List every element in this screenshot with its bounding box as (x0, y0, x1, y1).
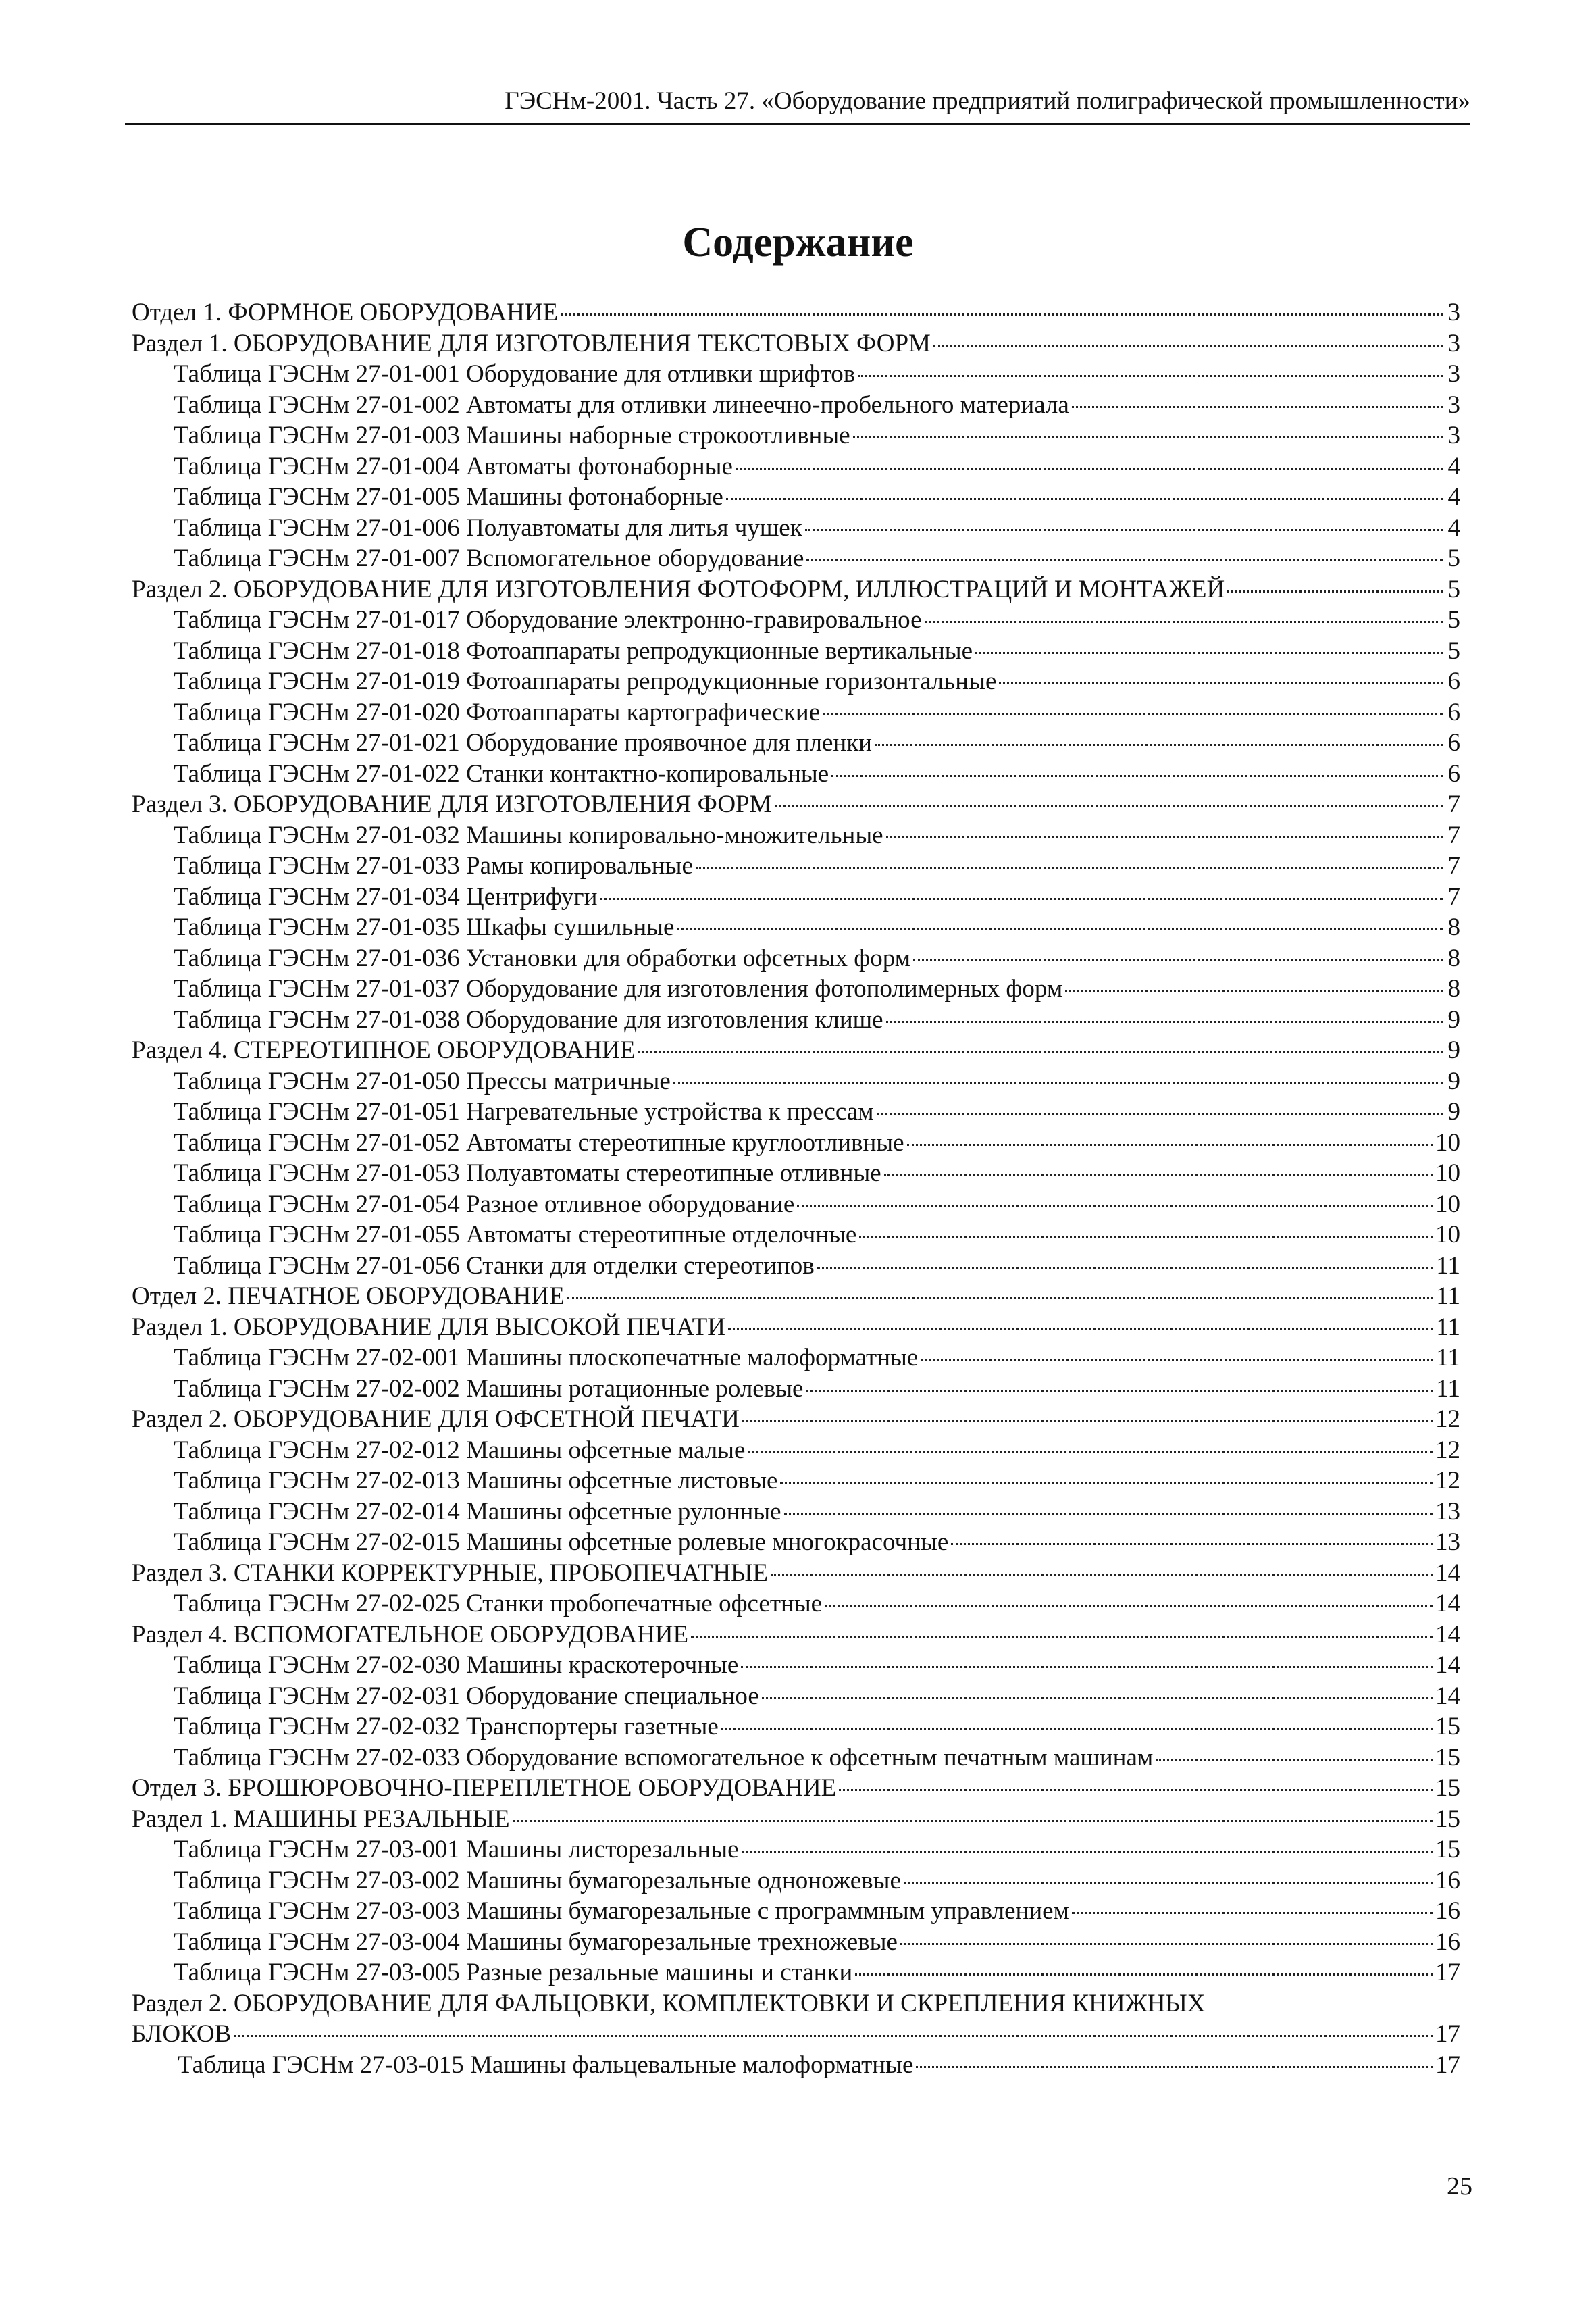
dot-leader (736, 468, 1443, 470)
toc-entry-text: Раздел 2. ОБОРУДОВАНИЕ ДЛЯ ОФСЕТНОЙ ПЕЧАТИ (132, 1405, 740, 1433)
dot-leader (859, 1236, 1433, 1238)
dot-leader (1156, 1759, 1433, 1761)
toc-entry-text: Раздел 2. ОБОРУДОВАНИЕ ДЛЯ ИЗГОТОВЛЕНИЯ ФОТОФОРМ, ИЛЛЮСТРАЦИЙ И МОНТАЖЕЙ (132, 575, 1225, 603)
dot-leader (853, 436, 1443, 438)
toc-entry-text: Таблица ГЭСНм 27-01-038 Оборудование для изготовления клише (174, 1005, 883, 1034)
toc-entry-text: Таблица ГЭСНм 27-01-006 Полуавтоматы для литья чушек (174, 513, 802, 542)
toc-entry (132, 820, 1460, 851)
dot-leader (780, 1482, 1433, 1484)
toc-entry (132, 1650, 1460, 1681)
toc-entry (132, 789, 1460, 820)
toc-entry (132, 1219, 1460, 1251)
toc-entry (132, 697, 1460, 728)
table-of-contents (132, 297, 1460, 2080)
dot-leader (858, 375, 1443, 377)
toc-entry-text: Раздел 1. ОБОРУДОВАНИЕ ДЛЯ ИЗГОТОВЛЕНИЯ ТЕКСТОВЫХ ФОРМ (132, 329, 931, 357)
toc-entry (132, 1619, 1460, 1651)
dot-leader (1227, 590, 1443, 593)
toc-entry-page: 8 (1447, 944, 1460, 972)
dot-leader (638, 1051, 1443, 1053)
toc-entry-text: Таблица ГЭСНм 27-02-001 Машины плоскопечатные малоформатные (174, 1344, 919, 1372)
toc-entry (132, 420, 1460, 451)
toc-entry-text: Таблица ГЭСНм 27-02-030 Машины краскотерочные (174, 1651, 739, 1679)
toc-entry (132, 1957, 1460, 1988)
toc-entry-page: 3 (1447, 360, 1460, 388)
toc-entry (132, 2050, 1460, 2081)
toc-entry (132, 1189, 1460, 1220)
toc-entry-text: Таблица ГЭСНм 27-03-001 Машины листорезальные (174, 1836, 739, 1863)
dot-leader (921, 1359, 1433, 1361)
toc-entry (132, 1865, 1460, 1896)
toc-entry-page: 11 (1436, 1251, 1460, 1280)
toc-entry-text: Таблица ГЭСНм 27-01-004 Автоматы фотонаборные (174, 452, 733, 480)
toc-entry-text: Таблица ГЭСНм 27-01-037 Оборудование для изготовления фотополимерных форм (174, 975, 1063, 1003)
toc-entry (132, 574, 1460, 605)
toc-entry-page: 7 (1447, 852, 1460, 880)
toc-entry (132, 1927, 1460, 1958)
toc-title: Содержание (682, 220, 914, 266)
toc-entry-page: 15 (1435, 1805, 1460, 1833)
toc-entry (132, 1435, 1460, 1466)
toc-entry-page: 17 (1435, 2020, 1460, 2048)
toc-entry (132, 636, 1460, 667)
toc-entry (132, 1404, 1460, 1435)
dot-leader (748, 1451, 1433, 1453)
toc-entry-text: Таблица ГЭСНм 27-01-055 Автоматы стереотипные отделочные (174, 1221, 857, 1249)
toc-entry (132, 1097, 1460, 1128)
toc-entry (132, 297, 1460, 328)
toc-entry (132, 1896, 1460, 1927)
toc-entry-text: Таблица ГЭСНм 27-01-018 Фотоаппараты репродукционные вертикальные (174, 636, 973, 665)
toc-entry-page: 10 (1435, 1221, 1460, 1249)
toc-entry-text: Таблица ГЭСНм 27-01-001 Оборудование для отливки шрифтов (174, 360, 856, 388)
toc-entry (132, 728, 1460, 759)
toc-entry-text: Таблица ГЭСНм 27-01-022 Станки контактно-копировальные (174, 759, 829, 788)
toc-entry-text: Таблица ГЭСНм 27-02-031 Оборудование специальное (174, 1682, 759, 1710)
toc-entry (132, 1496, 1460, 1528)
toc-entry-text: Таблица ГЭСНм 27-01-021 Оборудование проявочное для пленки (174, 729, 872, 757)
toc-entry-text: Отдел 2. ПЕЧАТНОЕ ОБОРУДОВАНИЕ (132, 1282, 565, 1310)
toc-entry-page: 11 (1436, 1344, 1460, 1372)
toc-entry-page: 3 (1447, 329, 1460, 357)
dot-leader (904, 1882, 1433, 1884)
dot-leader (825, 1605, 1433, 1607)
toc-entry-page: 8 (1447, 975, 1460, 1003)
toc-entry (132, 1128, 1460, 1159)
toc-entry (132, 1312, 1460, 1343)
toc-entry-text: Таблица ГЭСНм 27-01-002 Автоматы для отливки линеечно-пробельного материала (174, 391, 1069, 419)
toc-entry-text: Таблица ГЭСНм 27-01-007 Вспомогательное оборудование (174, 545, 804, 572)
toc-entry-text: Таблица ГЭСНм 27-01-036 Установки для обработки офсетных форм (174, 944, 911, 972)
toc-entry-text: Таблица ГЭСНм 27-01-051 Нагревательные устройства к прессам (174, 1098, 874, 1126)
toc-entry (132, 1035, 1460, 1066)
toc-entry (132, 759, 1460, 790)
toc-entry-page: 15 (1435, 1774, 1460, 1802)
toc-entry-page: 11 (1436, 1374, 1460, 1403)
toc-entry (132, 1834, 1460, 1865)
toc-entry-page: 6 (1447, 668, 1460, 695)
toc-entry-text: Таблица ГЭСНм 27-01-005 Машины фотонаборные (174, 483, 723, 511)
dot-leader (600, 898, 1443, 900)
toc-entry (132, 943, 1460, 974)
toc-entry (132, 482, 1460, 513)
toc-entry (132, 390, 1460, 421)
dot-leader (1065, 990, 1443, 992)
dot-leader (900, 1943, 1433, 1945)
dot-leader (913, 959, 1443, 961)
toc-entry-page: 16 (1435, 1928, 1460, 1956)
dot-leader (877, 1113, 1443, 1115)
toc-entry-text: Таблица ГЭСНм 27-02-013 Машины офсетные листовые (174, 1467, 778, 1494)
toc-entry (132, 1281, 1460, 1312)
toc-entry-text: Таблица ГЭСНм 27-02-032 Транспортеры газетные (174, 1713, 719, 1740)
toc-entry-text: Таблица ГЭСНм 27-02-025 Станки пробопечатные офсетные (174, 1590, 823, 1617)
toc-entry-page: 17 (1435, 1959, 1460, 1986)
dot-leader (741, 1666, 1433, 1668)
toc-entry-text: Таблица ГЭСНм 27-01-053 Полуавтоматы стереотипные отливные (174, 1159, 881, 1187)
dot-leader (775, 805, 1443, 807)
toc-entry (132, 1804, 1460, 1835)
toc-entry-page: 10 (1435, 1190, 1460, 1218)
toc-entry (132, 1066, 1460, 1097)
toc-entry-text: Таблица ГЭСНм 27-01-017 Оборудование электронно-гравировальное (174, 606, 922, 634)
page-number: 25 (1447, 2172, 1472, 2200)
toc-entry-page: 13 (1435, 1497, 1460, 1526)
toc-entry (132, 1342, 1460, 1374)
toc-entry (132, 2019, 1460, 2050)
toc-entry (132, 1558, 1460, 1589)
toc-entry-page: 10 (1435, 1128, 1460, 1157)
toc-entry-page: 5 (1447, 606, 1460, 634)
toc-entry (132, 328, 1460, 359)
toc-entry-page: 9 (1447, 1067, 1460, 1095)
toc-entry-text: Раздел 3. ОБОРУДОВАНИЕ ДЛЯ ИЗГОТОВЛЕНИЯ ФОРМ (132, 790, 772, 818)
header-rule (125, 123, 1470, 125)
toc-entry (132, 666, 1460, 697)
toc-entry-page: 9 (1447, 1036, 1460, 1064)
dot-leader (886, 1021, 1443, 1023)
toc-entry-text: БЛОКОВ (132, 2020, 232, 2048)
toc-entry-page: 8 (1447, 913, 1460, 941)
toc-entry-page: 9 (1447, 1098, 1460, 1126)
toc-entry (132, 1005, 1460, 1036)
toc-entry-text: Таблица ГЭСНм 27-02-015 Машины офсетные ролевые многокрасочные (174, 1528, 949, 1556)
toc-entry (132, 1251, 1460, 1282)
dot-leader (916, 2066, 1433, 2068)
toc-entry-text: Таблица ГЭСНм 27-01-052 Автоматы стереотипные круглоотливные (174, 1128, 904, 1157)
dot-leader (677, 928, 1443, 930)
toc-entry-text: Раздел 4. СТЕРЕОТИПНОЕ ОБОРУДОВАНИЕ (132, 1036, 636, 1064)
toc-entry-text: Таблица ГЭСНм 27-01-003 Машины наборные строкоотливные (174, 422, 850, 449)
toc-entry-text: Таблица ГЭСНм 27-03-002 Машины бумагорезальные одноножевые (174, 1866, 901, 1894)
toc-entry-text: Таблица ГЭСНм 27-03-005 Разные резальные машины и станки (174, 1959, 853, 1986)
toc-entry-page: 14 (1435, 1559, 1460, 1587)
dot-leader (925, 621, 1443, 623)
toc-entry-page: 7 (1447, 882, 1460, 911)
toc-entry-text: Таблица ГЭСНм 27-01-056 Станки для отделки стереотипов (174, 1251, 815, 1280)
toc-entry-text: Таблица ГЭСНм 27-01-033 Рамы копировальные (174, 852, 693, 880)
toc-entry-text: Раздел 1. МАШИНЫ РЕЗАЛЬНЫЕ (132, 1805, 510, 1833)
toc-entry-page: 5 (1447, 545, 1460, 572)
toc-entry (132, 543, 1460, 574)
toc-entry-page: 6 (1447, 759, 1460, 788)
dot-leader (999, 682, 1443, 684)
dot-leader (884, 1174, 1433, 1176)
toc-entry (132, 1158, 1460, 1189)
toc-entry (132, 513, 1460, 544)
toc-entry-page: 16 (1435, 1897, 1460, 1925)
dot-leader (567, 1297, 1434, 1299)
toc-entry-text: Таблица ГЭСНм 27-01-050 Прессы матричные (174, 1067, 671, 1095)
dot-leader (975, 652, 1443, 654)
dot-leader (673, 1082, 1443, 1084)
toc-entry (132, 1588, 1460, 1619)
toc-entry-page: 13 (1435, 1528, 1460, 1556)
toc-entry-text: Таблица ГЭСНм 27-01-020 Фотоаппараты картографические (174, 698, 821, 726)
dot-leader (762, 1697, 1433, 1699)
toc-entry-page: 4 (1447, 513, 1460, 542)
dot-leader (728, 1328, 1433, 1330)
toc-entry-text: Таблица ГЭСНм 27-01-019 Фотоаппараты репродукционные горизонтальные (174, 668, 997, 695)
toc-entry-text: Раздел 4. ВСПОМОГАТЕЛЬНОЕ ОБОРУДОВАНИЕ (132, 1620, 689, 1649)
toc-entry-page: 16 (1435, 1866, 1460, 1894)
dot-leader (561, 313, 1443, 316)
dot-leader (806, 1390, 1433, 1392)
toc-entry-text: Раздел 2. ОБОРУДОВАНИЕ ДЛЯ ФАЛЬЦОВКИ, КОМПЛЕКТОВКИ И СКРЕПЛЕНИЯ КНИЖНЫХ (132, 1989, 1206, 2017)
toc-entry (132, 1773, 1460, 1804)
dot-leader (797, 1205, 1433, 1207)
dot-leader (696, 867, 1443, 869)
toc-entry (132, 605, 1460, 636)
toc-entry (132, 1681, 1460, 1712)
toc-entry-page: 15 (1435, 1743, 1460, 1771)
toc-entry-text: Таблица ГЭСНм 27-02-033 Оборудование вспомогательное к офсетным печатным машинам (174, 1743, 1154, 1771)
toc-entry-text: Таблица ГЭСНм 27-01-032 Машины копировально-множительные (174, 821, 883, 849)
toc-entry-page: 11 (1436, 1313, 1460, 1341)
dot-leader (721, 1728, 1433, 1730)
toc-entry (132, 974, 1460, 1005)
toc-entry-page: 3 (1447, 391, 1460, 419)
toc-entry-text: Отдел 3. БРОШЮРОВОЧНО-ПЕРЕПЛЕТНОЕ ОБОРУДОВАНИЕ (132, 1774, 837, 1802)
dot-leader (234, 2035, 1433, 2037)
toc-entry-page: 9 (1447, 1005, 1460, 1034)
toc-entry (132, 1374, 1460, 1405)
dot-leader (1072, 1912, 1433, 1914)
dot-leader (771, 1574, 1433, 1576)
toc-entry-page: 6 (1447, 729, 1460, 757)
toc-entry-page: 12 (1435, 1436, 1460, 1464)
toc-entry-page: 7 (1447, 790, 1460, 818)
toc-entry-page: 10 (1435, 1159, 1460, 1187)
dot-leader (691, 1636, 1433, 1638)
toc-entry (132, 1711, 1460, 1742)
dot-leader (513, 1820, 1433, 1822)
dot-leader (1072, 406, 1443, 408)
dot-leader (742, 1851, 1433, 1853)
dot-leader (805, 529, 1443, 531)
toc-entry-page: 6 (1447, 698, 1460, 726)
toc-entry-text: Таблица ГЭСНм 27-02-012 Машины офсетные малые (174, 1436, 746, 1464)
toc-entry-page: 15 (1435, 1836, 1460, 1863)
dot-leader (784, 1513, 1433, 1515)
toc-entry (132, 1742, 1460, 1774)
dot-leader (886, 836, 1443, 838)
dot-leader (907, 1144, 1433, 1146)
toc-entry-text: Таблица ГЭСНм 27-03-015 Машины фальцевальные малоформатные (178, 2051, 914, 2079)
dot-leader (951, 1543, 1433, 1545)
toc-entry-page: 15 (1435, 1713, 1460, 1740)
toc-entry-page: 7 (1447, 821, 1460, 849)
toc-entry-page: 4 (1447, 483, 1460, 511)
toc-entry-page: 14 (1435, 1682, 1460, 1710)
toc-entry-page: 5 (1447, 636, 1460, 665)
toc-entry (132, 1988, 1460, 2019)
toc-entry-page: 5 (1447, 575, 1460, 603)
toc-entry-text: Таблица ГЭСНм 27-01-034 Центрифуги (174, 882, 598, 911)
toc-entry-text: Таблица ГЭСНм 27-01-035 Шкафы сушильные (174, 913, 675, 941)
dot-leader (875, 744, 1443, 746)
toc-entry-text: Отдел 1. ФОРМНОЕ ОБОРУДОВАНИЕ (132, 299, 559, 326)
toc-entry-page: 14 (1435, 1651, 1460, 1679)
dot-leader (726, 498, 1443, 500)
toc-entry-page: 14 (1435, 1590, 1460, 1617)
toc-entry-page: 14 (1435, 1620, 1460, 1649)
toc-entry-page: 4 (1447, 452, 1460, 480)
toc-entry-text: Таблица ГЭСНм 27-02-002 Машины ротационные ролевые (174, 1374, 804, 1403)
dot-leader (933, 345, 1443, 347)
toc-entry-text: Раздел 3. СТАНКИ КОРРЕКТУРНЫЕ, ПРОБОПЕЧАТНЫЕ (132, 1559, 769, 1587)
toc-entry (132, 912, 1460, 943)
toc-entry-text: Таблица ГЭСНм 27-01-054 Разное отливное оборудование (174, 1190, 795, 1218)
toc-entry-page: 3 (1447, 422, 1460, 449)
toc-entry-page: 12 (1435, 1467, 1460, 1494)
toc-entry-page: 12 (1435, 1405, 1460, 1433)
toc-entry-text: Раздел 1. ОБОРУДОВАНИЕ ДЛЯ ВЫСОКОЙ ПЕЧАТИ (132, 1313, 725, 1341)
toc-entry (132, 359, 1460, 390)
toc-entry (132, 1527, 1460, 1558)
toc-entry (132, 882, 1460, 913)
dot-leader (855, 1973, 1433, 1976)
dot-leader (817, 1267, 1434, 1269)
toc-entry-text: Таблица ГЭСНм 27-02-014 Машины офсетные рулонные (174, 1497, 781, 1526)
toc-entry (132, 451, 1460, 482)
toc-entry-text: Таблица ГЭСНм 27-03-003 Машины бумагорезальные с программным управлением (174, 1897, 1069, 1925)
dot-leader (823, 713, 1443, 715)
dot-leader (806, 559, 1443, 561)
dot-leader (742, 1420, 1433, 1422)
running-header: ГЭСНм-2001. Часть 27. «Оборудование предприятий полиграфической промышленности» (505, 87, 1470, 115)
dot-leader (831, 775, 1443, 777)
toc-entry (132, 1465, 1460, 1496)
toc-entry-page: 3 (1447, 299, 1460, 326)
dot-leader (839, 1789, 1433, 1791)
toc-entry-page: 17 (1435, 2051, 1460, 2079)
toc-entry-page: 11 (1436, 1282, 1460, 1310)
toc-entry (132, 851, 1460, 882)
toc-entry-text: Таблица ГЭСНм 27-03-004 Машины бумагорезальные трехножевые (174, 1928, 898, 1956)
